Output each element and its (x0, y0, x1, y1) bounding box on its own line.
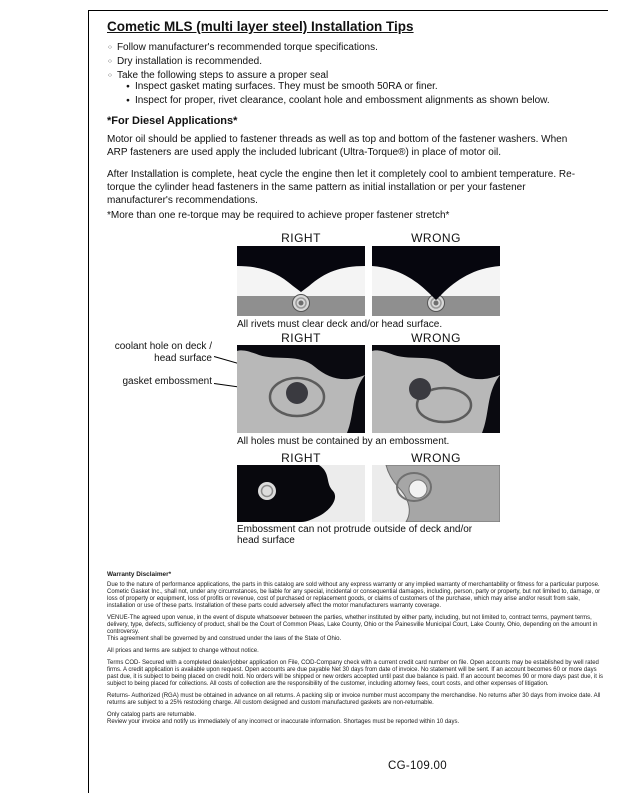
tip-item: ○ Follow manufacturer's recommended torque specifications. (108, 41, 378, 55)
tip-item: ○ Take the following steps to assure a proper seal (108, 69, 378, 83)
wrong-label: WRONG (411, 231, 461, 245)
figure-caption-holes: All holes must be contained by an embossment. (237, 436, 450, 447)
disclaimer-paragraph: Only catalog parts are returnable. (107, 712, 197, 718)
gasket-embossment-annotation: gasket embossment (122, 376, 212, 387)
warranty-disclaimer-section (107, 571, 604, 731)
disclaimer-paragraph: Returns- Authorized (RGA) must be obtained in advance on all returns. A packing slip or invoice number must accompany the merchandise. No returns after 30 days from invoice date. All returns are subject to a 25% restocking charge. All custom designed and custom manufactured gaskets are non-returnable. (107, 693, 601, 706)
tip-item: ○ Dry installation is recommended. (108, 55, 378, 69)
wrong-label: WRONG (411, 331, 461, 345)
disclaimer-paragraph: This agreement shall be governed by and construed under the laws of the State of Ohio. (107, 636, 342, 642)
rivet-clearance-right-image (237, 246, 365, 316)
disclaimer-paragraph: Review your invoice and notify us immediately of any incorrect or inaccurate information. Shortages must be reported within 10 days. (107, 719, 460, 725)
page-title: Cometic MLS (multi layer steel) Installation Tips (107, 19, 414, 34)
disclaimer-paragraph: VENUE-The agreed upon venue, in the event of dispute whatsoever between the parties, whether instituted by either party, including, but not limited to, contract terms, payment terms, delivery, type, defects, sufficiency of product, shall be the Court of Common Pleas, Lake County, Ohio or the Painesville Municipal Court, Lake County, Ohio, depending on the amount in controversy. (107, 615, 598, 635)
rivet-clearance-wrong-image (372, 246, 500, 316)
tip-subitem: ● Inspect for proper, rivet clearance, coolant hole and embossment alignments as shown below. (126, 94, 550, 108)
embossment-protrusion-right-image (237, 465, 365, 522)
disclaimer-paragraph: Due to the nature of performance applications, the parts in this catalog are sold without any express warranty or any implied warranty of merchantability or fitness for a particular purpose. Cometic Gasket Inc., shall not, under any circumstances, be liable for any special, incidental or consequential damages, including, person, party or property, but not limited to, damage, or loss of property or equipment, loss of profits or revenue, cost of purchased or replacement goods, or claims of customers of the purchase, which may arise and/or result from sale, installation or use of these parts. Installation of these parts could adversely affect the motor manufacturers warranty coverage. (107, 582, 601, 609)
right-label: RIGHT (281, 331, 321, 345)
page-border-top (88, 10, 608, 11)
tips-sublist (116, 80, 550, 108)
retorque-note: *More than one re-torque may be required to achieve proper fastener stretch* (107, 210, 450, 221)
diesel-paragraph-2: After Installation is complete, heat cycle the engine then let it completely cool to ambient temperature. Re-torque the cylinder head fasteners in the same pattern as initial installation or per your fastener manufacturer's recommendations. (107, 169, 576, 206)
catalog-page-code: CG-109.00 (388, 760, 447, 772)
right-label: RIGHT (281, 451, 321, 465)
tips-list (98, 41, 378, 83)
coolant-hole-annotation: coolant hole on deck / head surface (114, 341, 212, 364)
embossment-protrusion-wrong-image (372, 465, 500, 522)
tip-subitem: ● Inspect gasket mating surfaces. They must be smooth 50RA or finer. (126, 80, 550, 94)
figure-caption-rivets: All rivets must clear deck and/or head surface. (237, 319, 443, 330)
wrong-label: WRONG (411, 451, 461, 465)
disclaimer-paragraph: Terms COD- Secured with a completed dealer/jobber application on File, COD-Company check with a current credit card number on file. Open accounts may be established by well rated firms. A credit application is available upon request. Open accounts are due payable Net 30 days from date of invoice. No statement will be sent. If an account becomes 60 or more days past due, it is subject to being placed on credit hold. No orders will be shipped or new orders accepted until past due balance is paid. If an account becomes 90 or more days past due, it is subject to being placed for collections. All costs of collection are the responsibility of the customer, including attorney fees, court costs, and other expenses of litigation. (107, 660, 603, 687)
disclaimer-heading: Warranty Disclaimer* (107, 571, 172, 578)
embossment-containment-wrong-image (372, 345, 500, 433)
embossment-containment-right-image (237, 345, 365, 433)
diesel-paragraph-1: Motor oil should be applied to fastener threads as well as top and bottom of the fastener washers. When ARP fasteners are used apply the included lubricant (Ultra-Torque®) in place of motor oil. (107, 134, 568, 158)
disclaimer-paragraph: All prices and terms are subject to change without notice. (107, 648, 259, 654)
right-label: RIGHT (281, 231, 321, 245)
figure-caption-protrusion: Embossment can not protrude outside of deck and/or head surface (237, 524, 473, 546)
page-border-left (88, 10, 89, 793)
diesel-applications-heading: *For Diesel Applications* (107, 115, 238, 127)
